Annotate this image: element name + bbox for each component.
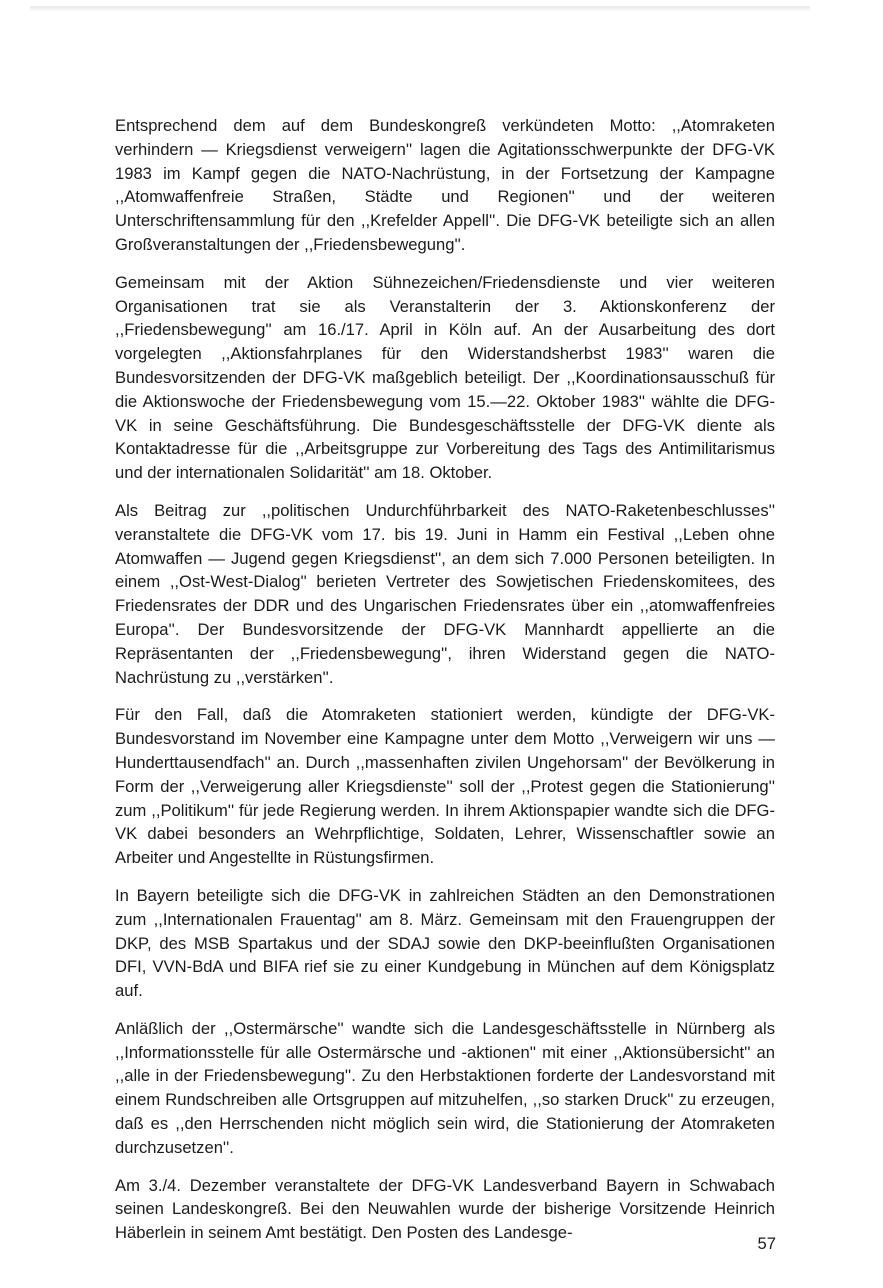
document-body: [115, 114, 775, 1259]
paragraph-motto-agitation: Entsprechend dem auf dem Bundeskongreß verkündeten Motto: ,,Atomraketen verhindern — Kriegsdienst verweigern'' lagen die Agitationsschwerpunkte der DFG-VK 1983 im Kampf gegen die NATO-Nachrüstung, in der Fortsetzung der Kampagne ,,Atomwaffenfreie Straßen, Städte und Regionen'' und der weiteren Unterschriftensammlung für den ,,Krefelder Appell''. Die DFG-VK beteiligte sich an allen Großveranstaltungen der ,,Friedensbewegung''.: [115, 116, 775, 254]
page-number: 57: [757, 1234, 776, 1253]
paragraph-landeskongress: Am 3./4. Dezember veranstaltete der DFG-VK Landesverband Bayern in Schwabach seinen Landeskongreß. Bei den Neuwahlen wurde der bisherige Vorsitzende Heinrich Häberlein in seinem Amt bestätigt. Den Posten des Landesge-: [115, 1175, 775, 1243]
paragraph-bayern-frauentag: In Bayern beteiligte sich die DFG-VK in zahlreichen Städten an den Demonstrationen zum ,,Internationalen Frauentag'' am 8. März. Gemeinsam mit den Frauengruppen der DKP, des MSB Spartakus und der SDAJ sowie den DKP-beeinflußten Organisationen DFI, VVN-BdA und BIFA rief sie zu einer Kundgebung in München auf dem Königsplatz auf.: [115, 885, 775, 1001]
paragraph-festival-hamm: Als Beitrag zur ,,politischen Undurchführbarkeit des NATO-Raketenbeschlusses'' veranstaltete die DFG-VK vom 17. bis 19. Juni in Hamm ein Festival ,,Leben ohne Atomwaffen — Jugend gegen Kriegsdienst'', an dem sich 7.000 Personen beteiligten. In einem ,,Ost-West-Dialog'' berieten Vertreter des Sowjetischen Friedenskomitees, des Friedensrates der DDR und des Ungarischen Friedensrates über ein ,,atomwaffenfreies Europa''. Der Bundesvorsitzende der DFG-VK Mannhardt appellierte an die Repräsentanten der ,,Friedensbewegung'', ihren Widerstand gegen die NATO-Nachrüstung zu ,,verstärken''.: [115, 500, 775, 687]
paragraph-ostermaersche: Anläßlich der ,,Ostermärsche'' wandte sich die Landesgeschäftsstelle in Nürnberg als ,,Informationsstelle für alle Ostermärsche und -aktionen'' mit einer ,,Aktionsübersicht'' an ,,alle in der Friedensbewegung''. Zu den Herbstaktionen forderte der Landesvorstand mit einem Rundschreiben alle Ortsgruppen auf mitzuhelfen, ,,so starken Druck'' zu erzeugen, daß es ,,den Herrschenden nicht möglich sein wird, die Stationierung der Atomraketen durchzusetzen''.: [115, 1018, 775, 1157]
paragraph-kampagne-verweigern: Für den Fall, daß die Atomraketen stationiert werden, kündigte der DFG-VK-Bundesvorstand im November eine Kampagne unter dem Motto ,,Verweigern wir uns — Hunderttausendfach'' an. Durch ,,massenhaften zivilen Ungehorsam'' der Bevölkerung in Form der ,,Verweigerung aller Kriegsdienste'' soll der ,,Protest gegen die Stationierung'' zum ,,Politikum'' für jede Regierung werden. In ihrem Aktionspapier wandte sich die DFG-VK dabei besonders an Wehrpflichtige, Soldaten, Lehrer, Wissenschaftler sowie an Arbeiter und Angestellte in Rüstungsfirmen.: [115, 705, 775, 868]
scan-edge-shading: [30, 6, 810, 12]
paragraph-aktionskonferenz: Gemeinsam mit der Aktion Sühnezeichen/Friedensdienste und vier weiteren Organisationen trat sie als Veranstalterin der 3. Aktionskonferenz der ,,Friedensbewegung'' am 16./17. April in Köln auf. An der Ausarbeitung des dort vorgelegten ,,Aktionsfahrplanes für den Widerstandsherbst 1983'' waren die Bundesvorsitzenden der DFG-VK maßgeblich beteiligt. Der ,,Koordinationsausschuß für die Aktionswoche der Friedensbewegung vom 15.—22. Oktober 1983'' wählte die DFG-VK in seine Geschäftsführung. Die Bundesgeschäftsstelle der DFG-VK diente als Kontaktadresse für die ,,Arbeitsgruppe zur Vorbereitung des Tags des Antimilitarismus und der internationalen Solidarität'' am 18. Oktober.: [115, 272, 775, 483]
